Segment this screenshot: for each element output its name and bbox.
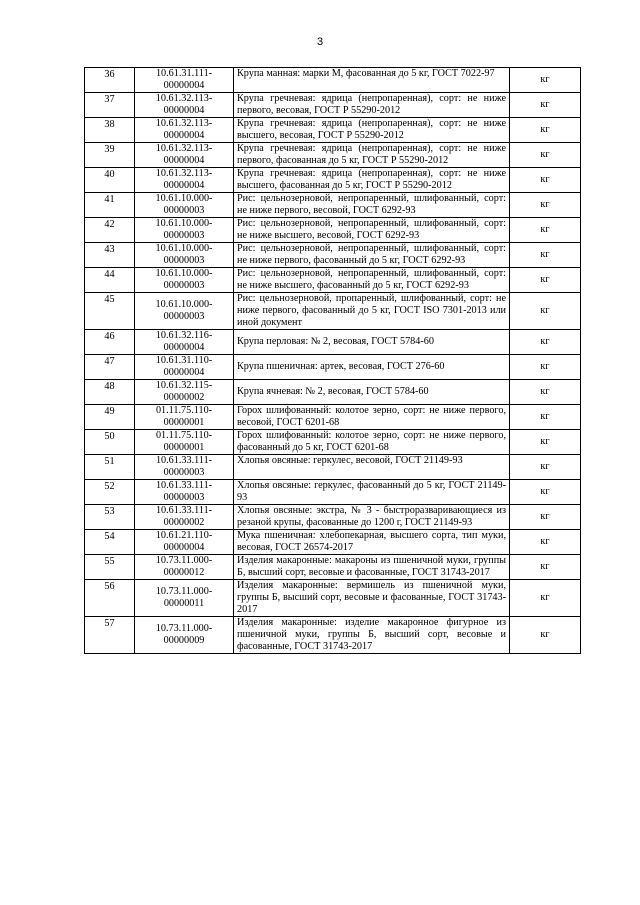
product-code	[135, 530, 234, 555]
row-number: 57	[85, 617, 135, 654]
product-code	[135, 118, 234, 143]
product-code-part1: 10.61.32.113-	[155, 168, 213, 179]
row-number: 40	[85, 168, 135, 193]
unit-of-measure: кг	[510, 555, 581, 580]
product-code-part2: 00000009	[163, 635, 205, 646]
product-code	[135, 218, 234, 243]
product-code-part1: 10.61.33.111-	[155, 480, 213, 491]
unit-of-measure: кг	[510, 193, 581, 218]
table-row	[85, 580, 581, 617]
row-number: 48	[85, 380, 135, 405]
product-code-part2: 00000003	[163, 255, 205, 266]
product-code-part2: 00000002	[163, 517, 205, 528]
product-code	[135, 243, 234, 268]
product-code	[135, 405, 234, 430]
table-row	[85, 218, 581, 243]
product-code	[135, 93, 234, 118]
product-code-part2: 00000004	[163, 130, 205, 141]
product-code-part1: 10.61.32.113-	[155, 143, 213, 154]
product-code-part1: 10.61.10.000-	[155, 268, 213, 279]
product-description: Рис: цельнозерновой, непропаренный, шлифованный, сорт: не ниже высшего, весовой, ГОСТ 6292-93	[234, 218, 510, 243]
row-number: 45	[85, 293, 135, 330]
row-number: 37	[85, 93, 135, 118]
unit-of-measure: кг	[510, 505, 581, 530]
product-description: Крупа ячневая: № 2, весовая, ГОСТ 5784-60	[234, 380, 510, 405]
product-code-part2: 00000004	[163, 80, 205, 91]
row-number: 49	[85, 405, 135, 430]
table-row	[85, 505, 581, 530]
table-row	[85, 405, 581, 430]
unit-of-measure: кг	[510, 118, 581, 143]
unit-of-measure: кг	[510, 405, 581, 430]
product-code-part2: 00000001	[163, 442, 205, 453]
product-code-part1: 10.61.33.111-	[155, 455, 213, 466]
table-row	[85, 430, 581, 455]
table-row	[85, 68, 581, 93]
table-row	[85, 143, 581, 168]
row-number: 50	[85, 430, 135, 455]
row-number: 41	[85, 193, 135, 218]
product-description: Крупа манная: марки М, фасованная до 5 кг, ГОСТ 7022-97	[234, 68, 510, 93]
table-row	[85, 118, 581, 143]
product-description: Изделия макаронные: макароны из пшеничной муки, группы Б, высший сорт, весовые и фасованные, ГОСТ 31743-2017	[234, 555, 510, 580]
product-code-part2: 00000003	[163, 230, 205, 241]
product-code-part1: 01.11.75.110-	[155, 405, 213, 416]
product-code-part2: 00000011	[163, 598, 205, 609]
unit-of-measure: кг	[510, 330, 581, 355]
product-code-part1: 10.61.32.116-	[155, 330, 213, 341]
row-number: 47	[85, 355, 135, 380]
product-code-part2: 00000003	[163, 205, 205, 216]
product-code	[135, 480, 234, 505]
unit-of-measure: кг	[510, 430, 581, 455]
table-row	[85, 330, 581, 355]
table-row	[85, 555, 581, 580]
row-number: 42	[85, 218, 135, 243]
product-code-part1: 01.11.75.110-	[155, 430, 213, 441]
row-number: 51	[85, 455, 135, 480]
product-description: Изделия макаронные: вермишель из пшеничной муки, группы Б, высший сорт, весовые и фасованные, ГОСТ 31743-2017	[234, 580, 510, 617]
table-row	[85, 480, 581, 505]
product-description: Рис: цельнозерновой, непропаренный, шлифованный, сорт: не ниже первого, фасованный до 5 кг, ГОСТ 6292-93	[234, 243, 510, 268]
row-number: 43	[85, 243, 135, 268]
product-code	[135, 430, 234, 455]
product-description: Рис: цельнозерновой, непропаренный, шлифованный, сорт: не ниже первого, весовой, ГОСТ 6292-93	[234, 193, 510, 218]
row-number: 46	[85, 330, 135, 355]
product-code-part2: 00000004	[163, 105, 205, 116]
product-code-part2: 00000004	[163, 180, 205, 191]
product-code-part1: 10.61.32.113-	[155, 118, 213, 129]
product-code-part2: 00000004	[163, 155, 205, 166]
product-code	[135, 268, 234, 293]
product-code	[135, 380, 234, 405]
table-row	[85, 455, 581, 480]
product-code-part1: 10.73.11.000-	[155, 555, 213, 566]
product-code-part1: 10.61.31.110-	[155, 355, 213, 366]
table-row	[85, 168, 581, 193]
table-row	[85, 380, 581, 405]
products-table	[84, 67, 581, 654]
product-description: Горох шлифованный: колотое зерно, сорт: не ниже первого, фасованный до 5 кг, ГОСТ 6201-68	[234, 430, 510, 455]
product-description: Горох шлифованный: колотое зерно, сорт: не ниже первого, весовой, ГОСТ 6201-68	[234, 405, 510, 430]
product-code	[135, 330, 234, 355]
product-code-part1: 10.61.32.115-	[155, 380, 213, 391]
unit-of-measure: кг	[510, 530, 581, 555]
product-code-part2: 00000001	[163, 417, 205, 428]
product-code	[135, 355, 234, 380]
unit-of-measure: кг	[510, 93, 581, 118]
product-code-part1: 10.61.33.111-	[155, 505, 213, 516]
product-code-part2: 00000002	[163, 392, 205, 403]
table-row	[85, 268, 581, 293]
unit-of-measure: кг	[510, 617, 581, 654]
product-code-part1: 10.73.11.000-	[155, 586, 213, 597]
table-row	[85, 93, 581, 118]
row-number: 53	[85, 505, 135, 530]
product-description: Рис: цельнозерновой, пропаренный, шлифованный, сорт: не ниже первого, фасованный до 5 кг, ГОСТ ISO 7301-2013 или иной документ	[234, 293, 510, 330]
product-code-part1: 10.61.32.113-	[155, 93, 213, 104]
unit-of-measure: кг	[510, 243, 581, 268]
unit-of-measure: кг	[510, 380, 581, 405]
row-number: 54	[85, 530, 135, 555]
unit-of-measure: кг	[510, 580, 581, 617]
product-code-part2: 00000003	[163, 311, 205, 322]
product-description: Крупа пшеничная: артек, весовая, ГОСТ 276-60	[234, 355, 510, 380]
product-code	[135, 168, 234, 193]
unit-of-measure: кг	[510, 168, 581, 193]
product-code-part1: 10.61.21.110-	[155, 530, 213, 541]
product-code	[135, 143, 234, 168]
product-code-part1: 10.61.10.000-	[155, 218, 213, 229]
product-code	[135, 68, 234, 93]
product-code	[135, 505, 234, 530]
product-code-part2: 00000003	[163, 467, 205, 478]
unit-of-measure: кг	[510, 455, 581, 480]
unit-of-measure: кг	[510, 143, 581, 168]
unit-of-measure: кг	[510, 268, 581, 293]
page-number: 3	[316, 36, 324, 48]
product-code-part2: 00000003	[163, 492, 205, 503]
product-description: Изделия макаронные: изделие макаронное фигурное из пшеничной муки, группы Б, высший сорт, весовые и фасованные, ГОСТ 31743-2017	[234, 617, 510, 654]
row-number: 36	[85, 68, 135, 93]
row-number: 55	[85, 555, 135, 580]
unit-of-measure: кг	[510, 355, 581, 380]
table-row	[85, 193, 581, 218]
product-description: Хлопья овсяные: геркулес, фасованный до 5 кг, ГОСТ 21149-93	[234, 480, 510, 505]
product-code-part2: 00000003	[163, 280, 205, 291]
table-row	[85, 530, 581, 555]
product-code-part2: 00000004	[163, 342, 205, 353]
product-code	[135, 193, 234, 218]
product-code-part1: 10.61.10.000-	[155, 243, 213, 254]
product-code-part2: 00000012	[163, 567, 205, 578]
row-number: 39	[85, 143, 135, 168]
product-description: Крупа гречневая: ядрица (непропаренная), сорт: не ниже высшего, фасованная до 5 кг, ГОСТ Р 55290-2012	[234, 168, 510, 193]
product-code-part2: 00000004	[163, 542, 205, 553]
product-description: Крупа перловая: № 2, весовая, ГОСТ 5784-60	[234, 330, 510, 355]
row-number: 44	[85, 268, 135, 293]
product-description: Крупа гречневая: ядрица (непропаренная), сорт: не ниже высшего, весовая, ГОСТ Р 55290-2012	[234, 118, 510, 143]
product-description: Хлопья овсяные: геркулес, весовой, ГОСТ 21149-93	[234, 455, 510, 480]
product-code	[135, 580, 234, 617]
row-number: 56	[85, 580, 135, 617]
product-code	[135, 455, 234, 480]
product-description: Крупа гречневая: ядрица (непропаренная), сорт: не ниже первого, весовая, ГОСТ Р 55290-2012	[234, 93, 510, 118]
product-code-part1: 10.61.10.000-	[155, 193, 213, 204]
table-row	[85, 293, 581, 330]
unit-of-measure: кг	[510, 68, 581, 93]
product-code-part1: 10.61.10.000-	[155, 299, 213, 310]
product-description: Мука пшеничная: хлебопекарная, высшего сорта, тип муки, весовая, ГОСТ 26574-2017	[234, 530, 510, 555]
product-code-part2: 00000004	[163, 367, 205, 378]
table-row	[85, 355, 581, 380]
product-description: Хлопья овсяные: экстра, № 3 - быстроразваривающиеся из резаной крупы, фасованные до 1200 г, ГОСТ 21149-93	[234, 505, 510, 530]
product-code	[135, 617, 234, 654]
table-row	[85, 243, 581, 268]
row-number: 38	[85, 118, 135, 143]
unit-of-measure: кг	[510, 480, 581, 505]
table-row	[85, 617, 581, 654]
product-code-part1: 10.73.11.000-	[155, 623, 213, 634]
row-number: 52	[85, 480, 135, 505]
product-code	[135, 555, 234, 580]
product-description: Крупа гречневая: ядрица (непропаренная), сорт: не ниже первого, фасованная до 5 кг, ГОСТ Р 55290-2012	[234, 143, 510, 168]
unit-of-measure: кг	[510, 293, 581, 330]
products-table-body	[85, 68, 581, 654]
product-code	[135, 293, 234, 330]
product-description: Рис: цельнозерновой, непропаренный, шлифованный, сорт: не ниже высшего, фасованный до 5 кг, ГОСТ 6292-93	[234, 268, 510, 293]
unit-of-measure: кг	[510, 218, 581, 243]
product-code-part1: 10.61.31.111-	[155, 68, 213, 79]
